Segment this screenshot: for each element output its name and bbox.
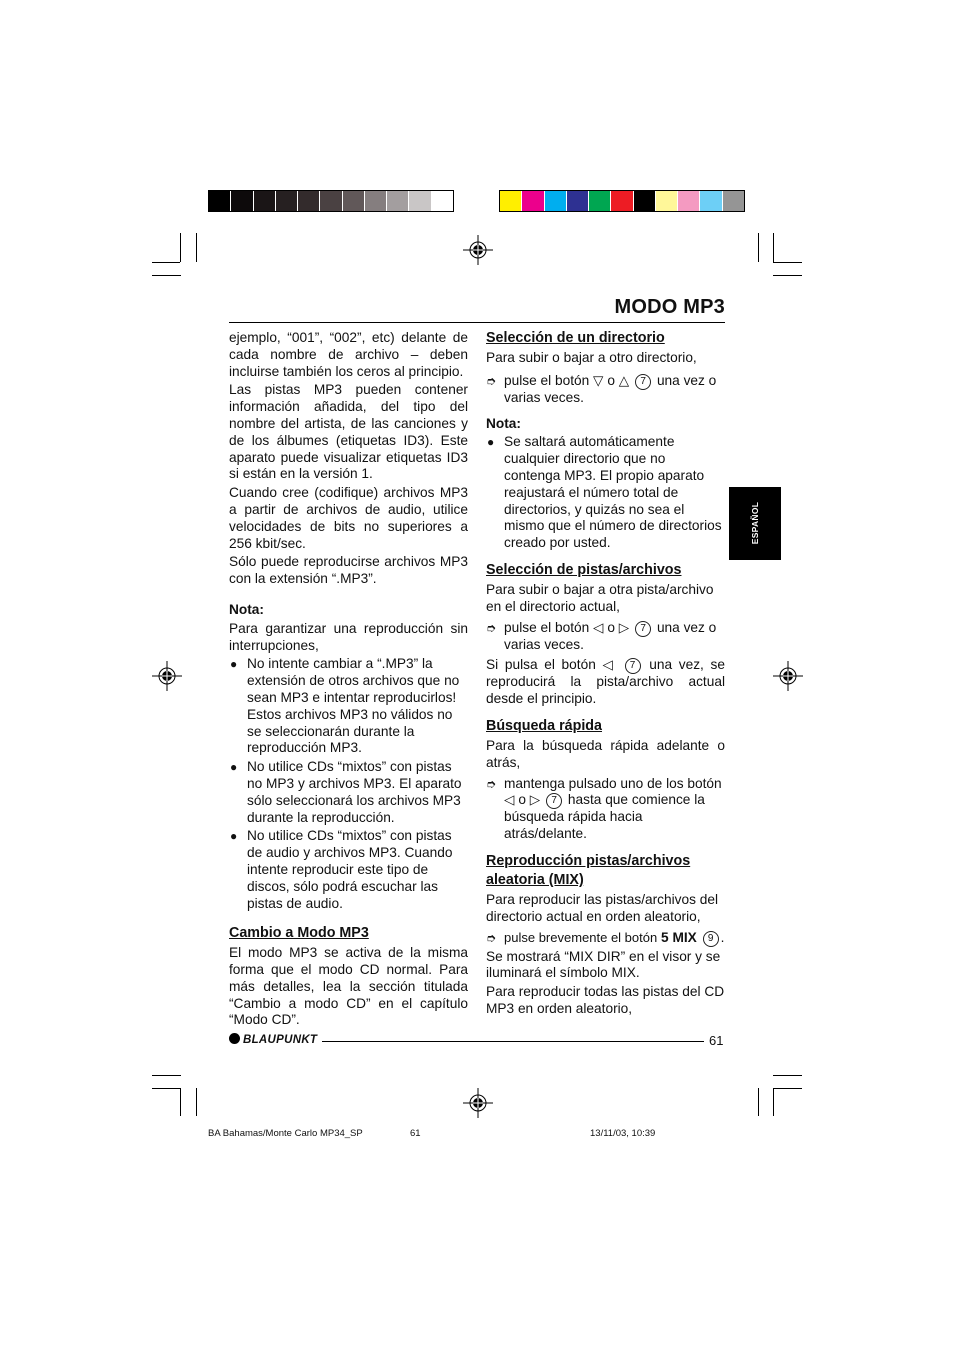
- paragraph: Para subir o bajar a otra pista/archivo en el directorio actual,: [486, 581, 714, 614]
- brand-dot-icon: [229, 1033, 240, 1044]
- paragraph: Se mostrará “MIX DIR” en el visor y se iluminará el símbolo MIX.: [486, 948, 721, 981]
- registration-mark-icon: [463, 1088, 493, 1118]
- crop-mark: [152, 275, 181, 276]
- process-color-bar: [499, 190, 745, 212]
- bullet-icon: ●: [230, 829, 238, 844]
- footer-rule: [322, 1041, 704, 1042]
- color-swatch: [656, 191, 678, 211]
- color-swatch: [611, 191, 633, 211]
- print-slug-page: 61: [410, 1128, 421, 1139]
- section-heading: Cambio a Modo MP3: [229, 925, 369, 942]
- page-title: MODO MP3: [614, 296, 725, 318]
- paragraph: Para garantizar una reproducción sin interrupciones,: [229, 620, 468, 653]
- color-swatch: [209, 191, 231, 211]
- arrow-icon: ➮: [486, 620, 497, 635]
- button-number: 7: [625, 658, 641, 674]
- registration-mark-icon: [463, 235, 493, 265]
- right-column: [486, 329, 725, 1020]
- step-item: ➮ mantenga pulsado uno de los botón ◁ o ▷ 7 hasta que comience la búsqueda rápida hacia atrás/delante.: [486, 775, 722, 842]
- bullet-text: No intente cambiar a “.MP3” la extensión de otros archivos que no sean MP3 e intentar reproducirlos! Estos archivos MP3 no válidos no se seleccionarán durante la reproducción MP3.: [247, 656, 460, 756]
- left-column: [229, 330, 468, 1031]
- paragraph: Las pistas MP3 pueden contener información añadida, del tipo del nombre del artista, de las canciones y de los álbumes (etiquetas ID3). Este aparato puede visualizar etiquetas ID3 si están en la versión 1.: [229, 382, 468, 482]
- paragraph: Sólo puede reproducirse archivos MP3 con la extensión “.MP3”.: [229, 554, 468, 587]
- language-tab-label: ESPAÑOL: [750, 501, 760, 545]
- crop-mark: [773, 233, 774, 262]
- bullet-item: [229, 828, 468, 912]
- crop-mark: [196, 233, 197, 262]
- bullet-item: ● Se saltará automáticamente cualquier directorio que no contenga MP3. El propio aparato reajustará el número total de directorios, y quizás no sea el mismo que el número de directorios creado por usted.: [487, 434, 722, 551]
- print-slug-file: BA Bahamas/Monte Carlo MP34_SP: [208, 1128, 363, 1139]
- registration-mark-icon: [773, 661, 803, 691]
- color-swatch: [589, 191, 611, 211]
- color-swatch: [634, 191, 656, 211]
- page-number: 61: [709, 1033, 724, 1048]
- button-number: 7: [635, 621, 651, 637]
- step-item: ➮ pulse brevemente el botón 5 MIX 9 .: [486, 929, 725, 945]
- crop-mark: [773, 262, 802, 263]
- header-rule: [229, 322, 725, 323]
- crop-mark: [180, 233, 181, 262]
- button-key-label: 5 MIX: [661, 929, 697, 945]
- bullet-text: No utilice CDs “mixtos” con pistas no MP3 y archivos MP3. El aparato sólo seleccionará los archivos MP3 durante la reproducción.: [247, 759, 462, 825]
- language-tab: [729, 487, 781, 560]
- crop-mark: [758, 1088, 759, 1116]
- crop-mark: [773, 1088, 774, 1116]
- button-number: 7: [635, 374, 651, 390]
- crop-mark: [773, 1075, 802, 1076]
- section-heading: Selección de un directorio: [486, 330, 665, 346]
- note-label: Nota:: [486, 415, 521, 431]
- color-swatch: [700, 191, 722, 211]
- crop-mark: [758, 233, 759, 262]
- color-swatch: [320, 191, 342, 211]
- paragraph: ejemplo, “001”, “002”, etc) delante de cada nombre de archivo – deben incluirse también los ceros al principio.: [229, 330, 468, 379]
- color-swatch: [365, 191, 387, 211]
- bullet-icon: ●: [230, 760, 238, 775]
- note-label: Nota:: [229, 601, 264, 617]
- button-number: 7: [546, 793, 562, 809]
- crop-mark: [773, 275, 802, 276]
- bullet-text: No utilice CDs “mixtos” con pistas de audio y archivos MP3. Cuando intente reproducir este tipo de discos, sólo podrá escuchar las pistas de audio.: [247, 828, 453, 911]
- arrow-icon: ➮: [486, 373, 497, 388]
- paragraph: El modo MP3 se activa de la misma forma que el modo CD normal. Para más detalles, lea la sección titulada “Cambio a modo CD” en el capítulo “Modo CD”.: [229, 945, 468, 1028]
- color-swatch: [678, 191, 700, 211]
- step-item: ➮ pulse el botón ◁ o ▷ 7 una vez o varias veces.: [486, 619, 717, 652]
- section-heading: Búsqueda rápida: [486, 717, 602, 734]
- crop-mark: [152, 262, 180, 263]
- section-heading: Reproducción pistas/archivos aleatoria (MIX): [486, 852, 691, 888]
- bullet-icon: ●: [487, 435, 495, 450]
- color-swatch: [343, 191, 365, 211]
- color-swatch: [567, 191, 589, 211]
- grayscale-color-bar: [208, 190, 454, 212]
- bullet-icon: ●: [230, 657, 238, 672]
- color-swatch: [387, 191, 409, 211]
- button-number: 9: [703, 931, 719, 947]
- brand-logo: BLAUPUNKT: [229, 1033, 317, 1046]
- paragraph: Si pulsa el botón ◁ 7 una vez, se reproducirá la pista/archivo actual desde el principio.: [486, 657, 725, 707]
- paragraph: Para reproducir todas las pistas del CD MP3 en orden aleatorio,: [486, 984, 725, 1016]
- color-swatch: [409, 191, 431, 211]
- section-heading: Selección de pistas/archivos: [486, 561, 682, 578]
- color-swatch: [500, 191, 522, 211]
- crop-mark: [180, 1088, 181, 1116]
- bullet-item: [229, 656, 468, 757]
- color-swatch: [276, 191, 298, 211]
- color-swatch: [298, 191, 320, 211]
- paragraph: Cuando cree (codifique) archivos MP3 a partir de archivos de audio, utilice velocidades de bits no superiores a 256 kbit/sec.: [229, 485, 468, 551]
- color-swatch: [545, 191, 567, 211]
- color-swatch: [723, 191, 744, 211]
- bullet-item: [229, 759, 468, 826]
- step-item: ➮ pulse el botón ▽ o △ 7 una vez o varias veces.: [486, 372, 717, 405]
- color-swatch: [231, 191, 253, 211]
- color-swatch: [432, 191, 453, 211]
- crop-mark: [196, 1088, 197, 1116]
- paragraph: Para subir o bajar a otro directorio,: [486, 350, 697, 365]
- paragraph: Para reproducir las pistas/archivos del directorio actual en orden aleatorio,: [486, 891, 719, 924]
- crop-mark: [152, 1088, 180, 1089]
- color-swatch: [254, 191, 276, 211]
- arrow-icon: ➮: [486, 776, 497, 791]
- crop-mark: [773, 1088, 802, 1089]
- arrow-icon: ➮: [486, 930, 497, 945]
- print-slug-date: 13/11/03, 10:39: [590, 1128, 656, 1139]
- paragraph: Para la búsqueda rápida adelante o atrás,: [486, 737, 725, 770]
- crop-mark: [152, 1075, 181, 1076]
- registration-mark-icon: [152, 661, 182, 691]
- color-swatch: [522, 191, 544, 211]
